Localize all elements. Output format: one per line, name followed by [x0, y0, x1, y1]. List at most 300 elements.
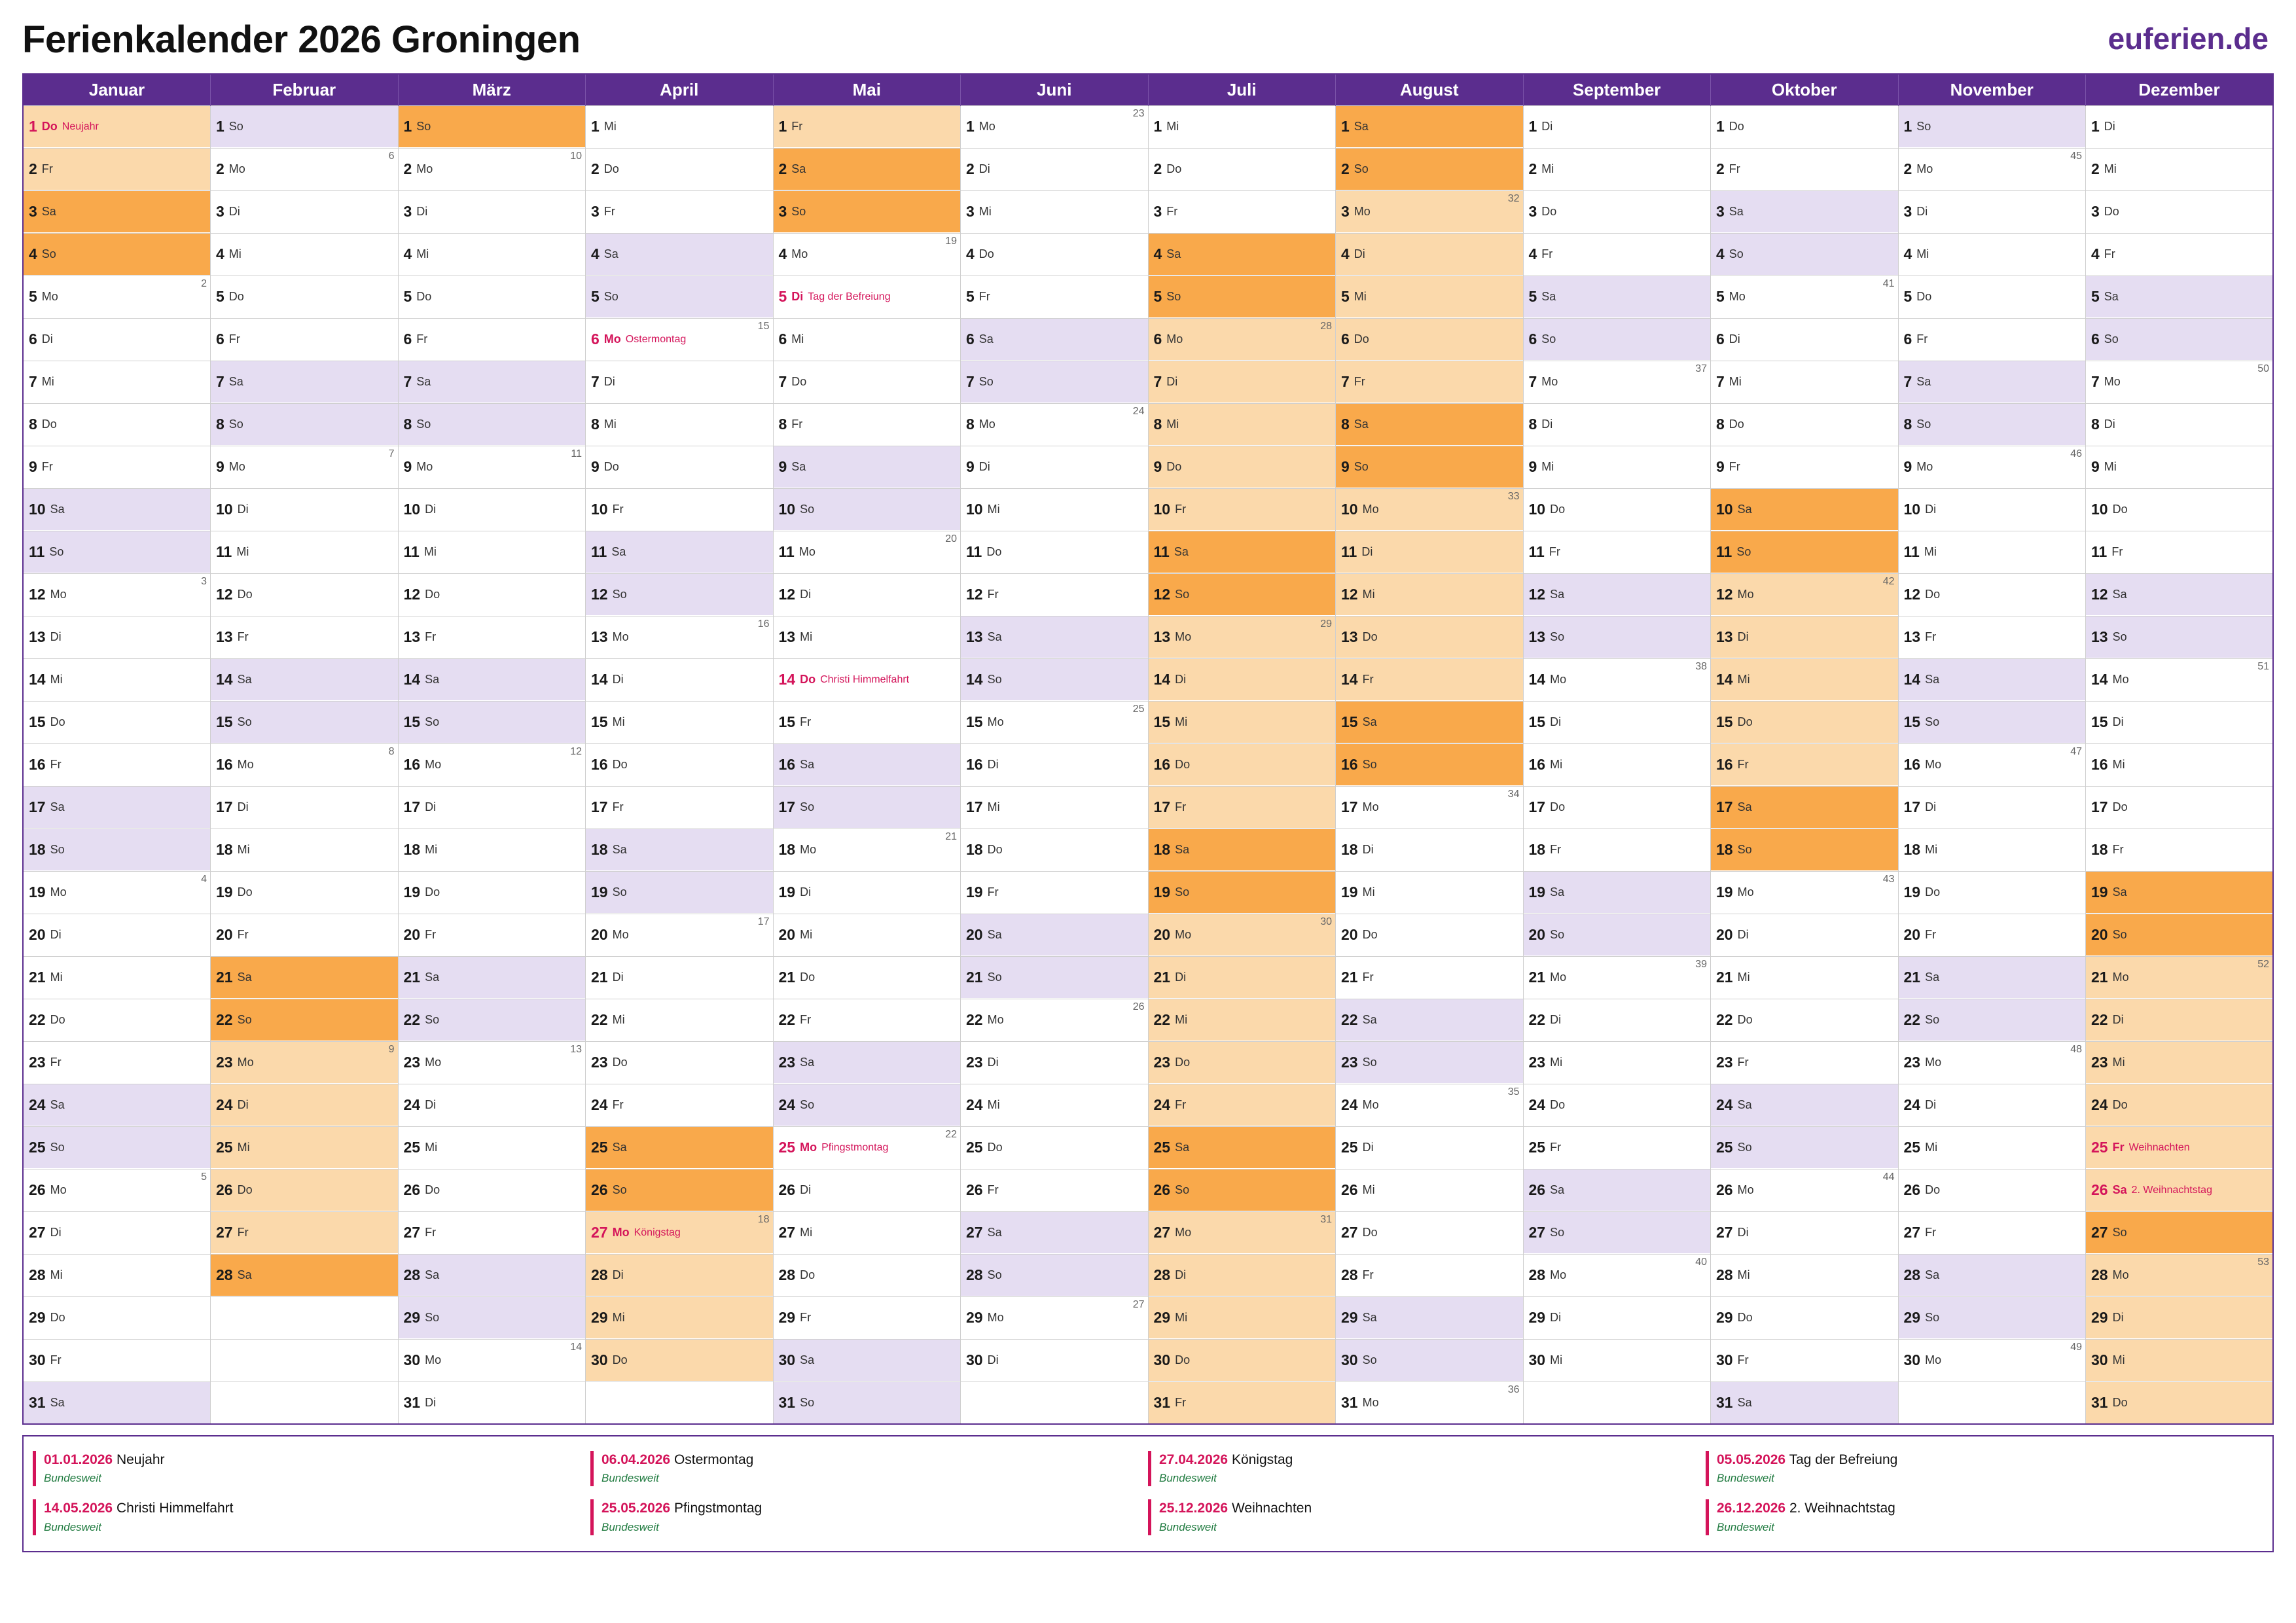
day-cell[interactable]: [961, 190, 1149, 233]
day-cell[interactable]: [1148, 531, 1336, 573]
day-cell[interactable]: [1711, 233, 1899, 276]
day-cell[interactable]: [1148, 914, 1336, 956]
day-cell[interactable]: [2086, 105, 2274, 148]
day-cell[interactable]: [23, 658, 211, 701]
day-cell[interactable]: [961, 1126, 1149, 1169]
day-cell[interactable]: [211, 190, 399, 233]
day-cell[interactable]: [1148, 276, 1336, 318]
day-cell[interactable]: [398, 403, 586, 446]
day-cell[interactable]: [1148, 743, 1336, 786]
day-cell[interactable]: [23, 829, 211, 871]
day-cell[interactable]: [961, 573, 1149, 616]
day-cell[interactable]: [1148, 1382, 1336, 1424]
day-cell[interactable]: [1336, 914, 1524, 956]
day-cell[interactable]: [961, 446, 1149, 488]
day-cell[interactable]: [1898, 276, 2086, 318]
day-cell[interactable]: [773, 573, 961, 616]
day-cell[interactable]: [398, 829, 586, 871]
day-cell[interactable]: [23, 276, 211, 318]
day-cell[interactable]: [398, 1169, 586, 1211]
day-cell[interactable]: [1523, 658, 1711, 701]
day-cell[interactable]: [1711, 1041, 1899, 1084]
day-cell[interactable]: [398, 786, 586, 829]
day-cell[interactable]: [961, 914, 1149, 956]
day-cell[interactable]: [1523, 573, 1711, 616]
day-cell[interactable]: [1523, 531, 1711, 573]
day-cell[interactable]: [586, 616, 774, 658]
day-cell[interactable]: [2086, 914, 2274, 956]
day-cell[interactable]: [586, 488, 774, 531]
day-cell[interactable]: [211, 616, 399, 658]
day-cell[interactable]: [1148, 1084, 1336, 1126]
day-cell[interactable]: [1148, 1041, 1336, 1084]
day-cell[interactable]: [1898, 829, 2086, 871]
day-cell[interactable]: [1523, 318, 1711, 361]
day-cell[interactable]: [773, 148, 961, 190]
day-cell[interactable]: [773, 1254, 961, 1296]
day-cell[interactable]: [398, 488, 586, 531]
day-cell[interactable]: [1336, 1126, 1524, 1169]
day-cell[interactable]: [2086, 190, 2274, 233]
day-cell[interactable]: [398, 616, 586, 658]
day-cell[interactable]: [1523, 956, 1711, 999]
day-cell[interactable]: [23, 361, 211, 403]
day-cell[interactable]: [1148, 446, 1336, 488]
day-cell[interactable]: [1711, 1339, 1899, 1382]
day-cell[interactable]: [2086, 1296, 2274, 1339]
day-cell[interactable]: [961, 105, 1149, 148]
day-cell[interactable]: [1711, 1296, 1899, 1339]
day-cell[interactable]: [773, 1339, 961, 1382]
day-cell[interactable]: [398, 276, 586, 318]
day-cell[interactable]: [1711, 658, 1899, 701]
day-cell[interactable]: [586, 573, 774, 616]
day-cell[interactable]: [961, 148, 1149, 190]
day-cell[interactable]: [773, 105, 961, 148]
day-cell[interactable]: [398, 701, 586, 743]
day-cell[interactable]: [2086, 1382, 2274, 1424]
day-cell[interactable]: [1898, 1296, 2086, 1339]
day-cell[interactable]: [1148, 871, 1336, 914]
day-cell[interactable]: [1336, 1382, 1524, 1424]
day-cell[interactable]: [398, 1296, 586, 1339]
day-cell[interactable]: [2086, 148, 2274, 190]
day-cell[interactable]: [211, 361, 399, 403]
day-cell[interactable]: [1898, 1084, 2086, 1126]
day-cell[interactable]: [773, 1296, 961, 1339]
day-cell[interactable]: [1523, 148, 1711, 190]
day-cell[interactable]: [1148, 190, 1336, 233]
day-cell[interactable]: [1523, 1211, 1711, 1254]
day-cell[interactable]: [211, 233, 399, 276]
day-cell[interactable]: [586, 871, 774, 914]
day-cell[interactable]: [23, 190, 211, 233]
day-cell[interactable]: [773, 318, 961, 361]
day-cell[interactable]: [1336, 148, 1524, 190]
day-cell[interactable]: [398, 1084, 586, 1126]
day-cell[interactable]: [1898, 1339, 2086, 1382]
day-cell[interactable]: [2086, 871, 2274, 914]
day-cell[interactable]: [1711, 701, 1899, 743]
day-cell[interactable]: [586, 1211, 774, 1254]
day-cell[interactable]: [773, 658, 961, 701]
day-cell[interactable]: [586, 701, 774, 743]
day-cell[interactable]: [1711, 743, 1899, 786]
day-cell[interactable]: [1711, 786, 1899, 829]
day-cell[interactable]: [23, 786, 211, 829]
day-cell[interactable]: [211, 999, 399, 1041]
day-cell[interactable]: [961, 1339, 1149, 1382]
day-cell[interactable]: [1898, 999, 2086, 1041]
day-cell[interactable]: [1898, 914, 2086, 956]
day-cell[interactable]: [1711, 1382, 1899, 1424]
day-cell[interactable]: [398, 1254, 586, 1296]
day-cell[interactable]: [398, 148, 586, 190]
day-cell[interactable]: [1336, 999, 1524, 1041]
day-cell[interactable]: [23, 488, 211, 531]
day-cell[interactable]: [586, 786, 774, 829]
day-cell[interactable]: [2086, 1254, 2274, 1296]
day-cell[interactable]: [1898, 786, 2086, 829]
day-cell[interactable]: [211, 786, 399, 829]
day-cell[interactable]: [398, 743, 586, 786]
day-cell[interactable]: [1523, 999, 1711, 1041]
day-cell[interactable]: [2086, 446, 2274, 488]
day-cell[interactable]: [961, 403, 1149, 446]
day-cell[interactable]: [1336, 616, 1524, 658]
day-cell[interactable]: [1711, 871, 1899, 914]
day-cell[interactable]: [1148, 318, 1336, 361]
day-cell[interactable]: [1711, 1169, 1899, 1211]
day-cell[interactable]: [1711, 956, 1899, 999]
day-cell[interactable]: [211, 701, 399, 743]
day-cell[interactable]: [1148, 361, 1336, 403]
day-cell[interactable]: [23, 914, 211, 956]
day-cell[interactable]: [1523, 190, 1711, 233]
day-cell[interactable]: [398, 871, 586, 914]
day-cell[interactable]: [1336, 1169, 1524, 1211]
day-cell[interactable]: [773, 276, 961, 318]
day-cell[interactable]: [398, 318, 586, 361]
day-cell[interactable]: [1711, 914, 1899, 956]
day-cell[interactable]: [23, 1339, 211, 1382]
day-cell[interactable]: [1336, 743, 1524, 786]
day-cell[interactable]: [23, 701, 211, 743]
day-cell[interactable]: [211, 531, 399, 573]
day-cell[interactable]: [1711, 361, 1899, 403]
day-cell[interactable]: [211, 914, 399, 956]
day-cell[interactable]: [773, 999, 961, 1041]
day-cell[interactable]: [1898, 403, 2086, 446]
day-cell[interactable]: [211, 1254, 399, 1296]
day-cell[interactable]: [1711, 1254, 1899, 1296]
day-cell[interactable]: [1523, 1084, 1711, 1126]
day-cell[interactable]: [586, 233, 774, 276]
day-cell[interactable]: [1711, 531, 1899, 573]
day-cell[interactable]: [2086, 318, 2274, 361]
day-cell[interactable]: [586, 190, 774, 233]
day-cell[interactable]: [2086, 829, 2274, 871]
day-cell[interactable]: [2086, 1169, 2274, 1211]
day-cell[interactable]: [773, 786, 961, 829]
day-cell[interactable]: [211, 318, 399, 361]
day-cell[interactable]: [2086, 786, 2274, 829]
day-cell[interactable]: [1898, 148, 2086, 190]
day-cell[interactable]: [1336, 956, 1524, 999]
day-cell[interactable]: [1148, 829, 1336, 871]
day-cell[interactable]: [23, 148, 211, 190]
day-cell[interactable]: [1898, 190, 2086, 233]
day-cell[interactable]: [1336, 573, 1524, 616]
day-cell[interactable]: [1898, 318, 2086, 361]
day-cell[interactable]: [961, 318, 1149, 361]
day-cell[interactable]: [586, 1126, 774, 1169]
day-cell[interactable]: [961, 1211, 1149, 1254]
day-cell[interactable]: [1336, 1254, 1524, 1296]
day-cell[interactable]: [2086, 531, 2274, 573]
day-cell[interactable]: [398, 1339, 586, 1382]
day-cell[interactable]: [1148, 1126, 1336, 1169]
day-cell[interactable]: [2086, 658, 2274, 701]
day-cell[interactable]: [398, 1126, 586, 1169]
day-cell[interactable]: [398, 658, 586, 701]
day-cell[interactable]: [586, 1254, 774, 1296]
day-cell[interactable]: [1148, 616, 1336, 658]
day-cell[interactable]: [1523, 743, 1711, 786]
day-cell[interactable]: [586, 361, 774, 403]
day-cell[interactable]: [1336, 531, 1524, 573]
day-cell[interactable]: [586, 1041, 774, 1084]
day-cell[interactable]: [1898, 573, 2086, 616]
day-cell[interactable]: [1711, 148, 1899, 190]
day-cell[interactable]: [2086, 361, 2274, 403]
day-cell[interactable]: [398, 233, 586, 276]
day-cell[interactable]: [211, 488, 399, 531]
day-cell[interactable]: [1898, 1126, 2086, 1169]
day-cell[interactable]: [1711, 105, 1899, 148]
day-cell[interactable]: [1336, 190, 1524, 233]
day-cell[interactable]: [1523, 1169, 1711, 1211]
day-cell[interactable]: [1711, 999, 1899, 1041]
day-cell[interactable]: [1898, 105, 2086, 148]
day-cell[interactable]: [1148, 956, 1336, 999]
day-cell[interactable]: [961, 1084, 1149, 1126]
day-cell[interactable]: [1898, 956, 2086, 999]
day-cell[interactable]: [1898, 1041, 2086, 1084]
day-cell[interactable]: [211, 276, 399, 318]
day-cell[interactable]: [2086, 573, 2274, 616]
day-cell[interactable]: [1336, 1296, 1524, 1339]
day-cell[interactable]: [961, 658, 1149, 701]
day-cell[interactable]: [23, 233, 211, 276]
day-cell[interactable]: [1336, 318, 1524, 361]
day-cell[interactable]: [23, 403, 211, 446]
day-cell[interactable]: [1523, 829, 1711, 871]
day-cell[interactable]: [586, 318, 774, 361]
day-cell[interactable]: [23, 1296, 211, 1339]
day-cell[interactable]: [773, 616, 961, 658]
day-cell[interactable]: [23, 1169, 211, 1211]
day-cell[interactable]: [23, 1084, 211, 1126]
day-cell[interactable]: [1523, 105, 1711, 148]
day-cell[interactable]: [1523, 403, 1711, 446]
day-cell[interactable]: [398, 1382, 586, 1424]
day-cell[interactable]: [773, 403, 961, 446]
day-cell[interactable]: [961, 488, 1149, 531]
day-cell[interactable]: [1336, 403, 1524, 446]
day-cell[interactable]: [1523, 233, 1711, 276]
day-cell[interactable]: [961, 1169, 1149, 1211]
day-cell[interactable]: [1336, 233, 1524, 276]
day-cell[interactable]: [586, 1296, 774, 1339]
day-cell[interactable]: [2086, 1041, 2274, 1084]
day-cell[interactable]: [1148, 701, 1336, 743]
day-cell[interactable]: [1523, 361, 1711, 403]
day-cell[interactable]: [211, 956, 399, 999]
day-cell[interactable]: [398, 999, 586, 1041]
day-cell[interactable]: [211, 743, 399, 786]
day-cell[interactable]: [961, 1296, 1149, 1339]
day-cell[interactable]: [1898, 871, 2086, 914]
day-cell[interactable]: [1711, 1084, 1899, 1126]
day-cell[interactable]: [773, 1084, 961, 1126]
day-cell[interactable]: [2086, 233, 2274, 276]
day-cell[interactable]: [586, 446, 774, 488]
day-cell[interactable]: [1711, 318, 1899, 361]
day-cell[interactable]: [1523, 1126, 1711, 1169]
day-cell[interactable]: [961, 616, 1149, 658]
day-cell[interactable]: [1523, 871, 1711, 914]
day-cell[interactable]: [1523, 786, 1711, 829]
day-cell[interactable]: [1336, 1041, 1524, 1084]
day-cell[interactable]: [773, 531, 961, 573]
day-cell[interactable]: [773, 1382, 961, 1424]
day-cell[interactable]: [1523, 1339, 1711, 1382]
day-cell[interactable]: [961, 871, 1149, 914]
day-cell[interactable]: [961, 1254, 1149, 1296]
day-cell[interactable]: [1148, 233, 1336, 276]
day-cell[interactable]: [586, 999, 774, 1041]
day-cell[interactable]: [23, 1126, 211, 1169]
day-cell[interactable]: [961, 701, 1149, 743]
day-cell[interactable]: [1336, 829, 1524, 871]
day-cell[interactable]: [1523, 1041, 1711, 1084]
day-cell[interactable]: [23, 1211, 211, 1254]
day-cell[interactable]: [773, 446, 961, 488]
day-cell[interactable]: [2086, 999, 2274, 1041]
day-cell[interactable]: [2086, 1126, 2274, 1169]
day-cell[interactable]: [23, 1254, 211, 1296]
day-cell[interactable]: [211, 1084, 399, 1126]
day-cell[interactable]: [1148, 1339, 1336, 1382]
day-cell[interactable]: [1148, 573, 1336, 616]
day-cell[interactable]: [211, 105, 399, 148]
day-cell[interactable]: [1523, 701, 1711, 743]
day-cell[interactable]: [773, 190, 961, 233]
day-cell[interactable]: [773, 233, 961, 276]
day-cell[interactable]: [2086, 488, 2274, 531]
day-cell[interactable]: [1523, 914, 1711, 956]
day-cell[interactable]: [1523, 1254, 1711, 1296]
day-cell[interactable]: [1711, 190, 1899, 233]
day-cell[interactable]: [398, 914, 586, 956]
day-cell[interactable]: [773, 743, 961, 786]
day-cell[interactable]: [1898, 1169, 2086, 1211]
day-cell[interactable]: [961, 361, 1149, 403]
day-cell[interactable]: [773, 701, 961, 743]
day-cell[interactable]: [1148, 658, 1336, 701]
day-cell[interactable]: [1711, 1211, 1899, 1254]
day-cell[interactable]: [1336, 786, 1524, 829]
day-cell[interactable]: [23, 616, 211, 658]
day-cell[interactable]: [1711, 616, 1899, 658]
day-cell[interactable]: [398, 361, 586, 403]
day-cell[interactable]: [1336, 871, 1524, 914]
day-cell[interactable]: [2086, 1211, 2274, 1254]
day-cell[interactable]: [1336, 1339, 1524, 1382]
day-cell[interactable]: [211, 446, 399, 488]
day-cell[interactable]: [1148, 148, 1336, 190]
day-cell[interactable]: [586, 105, 774, 148]
day-cell[interactable]: [1898, 616, 2086, 658]
day-cell[interactable]: [398, 956, 586, 999]
day-cell[interactable]: [398, 190, 586, 233]
day-cell[interactable]: [2086, 1084, 2274, 1126]
day-cell[interactable]: [1148, 999, 1336, 1041]
day-cell[interactable]: [211, 658, 399, 701]
day-cell[interactable]: [1336, 446, 1524, 488]
day-cell[interactable]: [398, 1211, 586, 1254]
day-cell[interactable]: [773, 914, 961, 956]
day-cell[interactable]: [2086, 743, 2274, 786]
day-cell[interactable]: [2086, 701, 2274, 743]
day-cell[interactable]: [23, 446, 211, 488]
day-cell[interactable]: [1898, 488, 2086, 531]
day-cell[interactable]: [211, 871, 399, 914]
day-cell[interactable]: [773, 488, 961, 531]
day-cell[interactable]: [211, 148, 399, 190]
day-cell[interactable]: [586, 956, 774, 999]
day-cell[interactable]: [398, 105, 586, 148]
day-cell[interactable]: [1711, 573, 1899, 616]
day-cell[interactable]: [211, 1169, 399, 1211]
day-cell[interactable]: [1898, 446, 2086, 488]
day-cell[interactable]: [1711, 276, 1899, 318]
day-cell[interactable]: [1148, 1254, 1336, 1296]
day-cell[interactable]: [1148, 1211, 1336, 1254]
day-cell[interactable]: [586, 914, 774, 956]
day-cell[interactable]: [23, 999, 211, 1041]
day-cell[interactable]: [586, 276, 774, 318]
day-cell[interactable]: [211, 573, 399, 616]
day-cell[interactable]: [586, 1169, 774, 1211]
day-cell[interactable]: [961, 531, 1149, 573]
day-cell[interactable]: [1711, 829, 1899, 871]
day-cell[interactable]: [961, 1041, 1149, 1084]
day-cell[interactable]: [773, 1126, 961, 1169]
day-cell[interactable]: [1148, 403, 1336, 446]
day-cell[interactable]: [1148, 786, 1336, 829]
day-cell[interactable]: [211, 1126, 399, 1169]
day-cell[interactable]: [1336, 701, 1524, 743]
day-cell[interactable]: [1711, 488, 1899, 531]
day-cell[interactable]: [1898, 531, 2086, 573]
day-cell[interactable]: [211, 829, 399, 871]
day-cell[interactable]: [1336, 658, 1524, 701]
day-cell[interactable]: [1898, 743, 2086, 786]
day-cell[interactable]: [1148, 1296, 1336, 1339]
day-cell[interactable]: [773, 956, 961, 999]
